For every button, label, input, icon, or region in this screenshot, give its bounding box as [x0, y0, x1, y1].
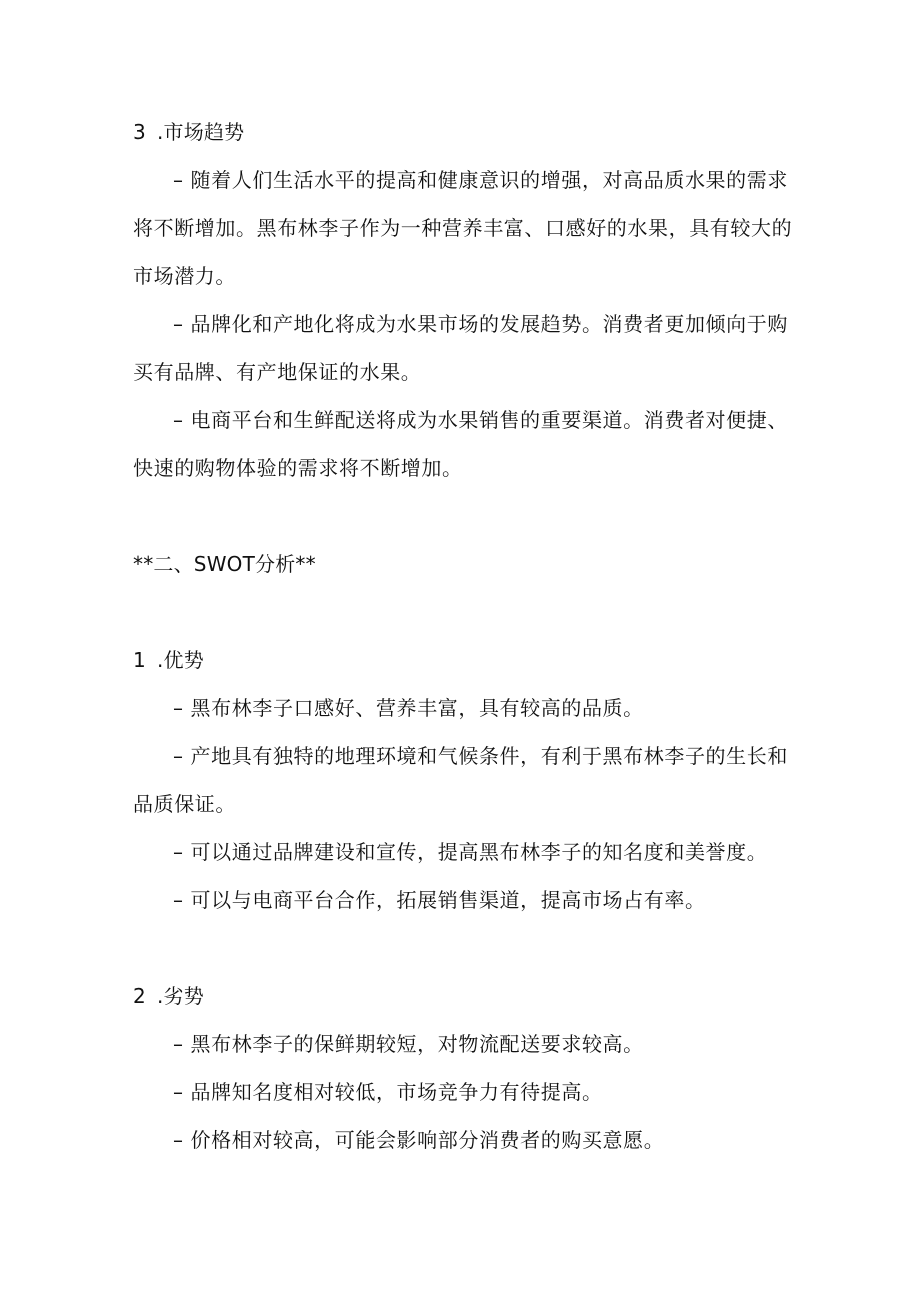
- paragraph-line: – 电商平台和生鲜配送将成为水果销售的重要渠道。消费者对便捷、: [173, 408, 788, 432]
- paragraph-line: 市场潜力。: [133, 264, 236, 288]
- section-number: 3: [133, 120, 146, 144]
- section-number: 1: [133, 648, 146, 672]
- section-title: .劣势: [157, 984, 204, 1008]
- paragraph-line: – 品牌化和产地化将成为水果市场的发展趋势。消费者更加倾向于购: [173, 312, 788, 336]
- paragraph-line: 买有品牌、有产地保证的水果。: [133, 360, 422, 384]
- section-number: 2: [133, 984, 146, 1008]
- paragraph-line: – 随着人们生活水平的提高和健康意识的增强，对高品质水果的需求: [173, 168, 788, 192]
- list-item: – 产地具有独特的地理环境和气候条件，有利于黑布林李子的生长和: [173, 744, 788, 768]
- list-item: – 品牌知名度相对较低，市场竞争力有待提高。: [173, 1080, 603, 1104]
- list-item: – 黑布林李子的保鲜期较短，对物流配送要求较高。: [173, 1032, 644, 1056]
- section-title: .优势: [157, 648, 204, 672]
- list-item: – 可以与电商平台合作，拓展销售渠道，提高市场占有率。: [173, 888, 706, 912]
- section-heading-market-trends: [133, 120, 793, 144]
- paragraph-line: 快速的购物体验的需求将不断增加。: [133, 456, 463, 480]
- list-item-continuation: 品质保证。: [133, 792, 236, 816]
- list-item: – 黑布林李子口感好、营养丰富，具有较高的品质。: [173, 696, 644, 720]
- swot-heading: **二、SWOT分析**: [133, 552, 316, 576]
- section-heading-weaknesses: [133, 984, 793, 1008]
- paragraph-line: 将不断增加。黑布林李子作为一种营养丰富、口感好的水果，具有较大的: [133, 216, 793, 240]
- section-title: .市场趋势: [157, 120, 245, 144]
- list-item: – 价格相对较高，可能会影响部分消费者的购买意愿。: [173, 1128, 665, 1152]
- list-item: – 可以通过品牌建设和宣传，提高黑布林李子的知名度和美誉度。: [173, 840, 768, 864]
- section-heading-strengths: [133, 648, 793, 672]
